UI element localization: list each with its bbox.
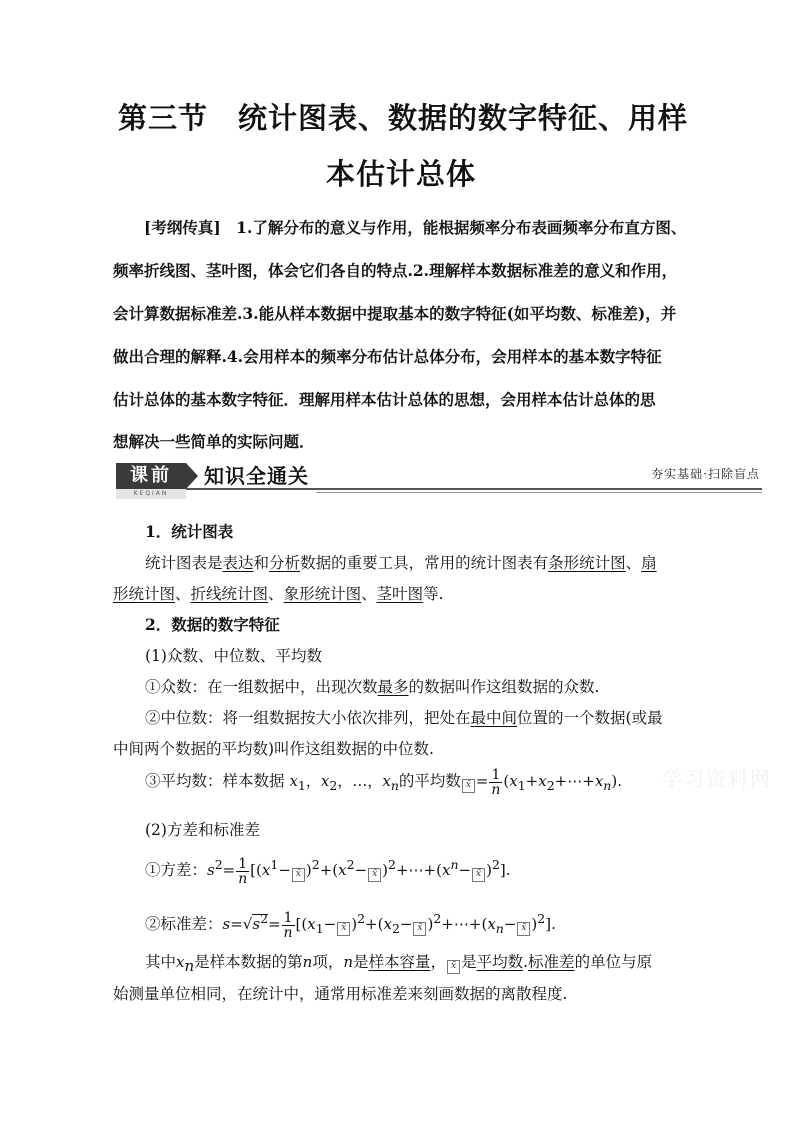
section-tag: 课前 xyxy=(116,463,186,489)
syllabus-line: 会计算数据标准差.3.能从样本数据中提取基本的数字特征(如平均数、标准差)，并 xyxy=(113,304,677,323)
text: 和 xyxy=(253,554,270,572)
text: ①众数：在一组数据中，出现次数 xyxy=(145,678,378,696)
xbar-symbol: x̄ xyxy=(292,868,305,882)
text: 、 xyxy=(625,554,642,572)
underlined-term: 样本容量 xyxy=(368,953,431,971)
syllabus-line: 频率折线图、茎叶图，体会它们各自的特点.2.理解样本数据标准差的意义和作用， xyxy=(113,261,678,280)
subheading-variance-std: (2)方差和标准差 xyxy=(145,821,260,839)
definition-median-line1 xyxy=(145,706,663,728)
text: 、 xyxy=(361,585,377,603)
section-heading: 知识全通关 xyxy=(204,464,309,488)
text: 的平均数 xyxy=(398,772,461,790)
definition-mean: ③平均数：样本数据 $x_1$，$x_2$，…，$x_n$的平均数 x̄ = $\frac{1}{n}$ $(x_1+x_2+\cdots+x_n)$. xyxy=(145,766,622,798)
section-slogan: 夯实基础·扫除盲点 xyxy=(651,467,760,481)
underlined-term: 折线统计图 xyxy=(190,585,269,603)
xbar-symbol: x̄ xyxy=(447,960,460,974)
xbar-symbol: x̄ xyxy=(337,922,350,936)
formula-variance-body: [($x^1-$ xyxy=(250,857,291,879)
fraction-one-over-n: $\frac{1}{n}$ xyxy=(283,909,293,941)
underlined-term: 表达 xyxy=(222,554,254,572)
text: 等. xyxy=(423,585,444,603)
paragraph-charts-line1 xyxy=(145,551,657,573)
formula-std-body: [($x_1-$ xyxy=(295,915,337,936)
text: ①方差： xyxy=(145,861,208,879)
section-divider xyxy=(186,488,762,490)
underlined-term: 茎叶图 xyxy=(376,585,424,603)
syllabus-line: 估计总体的基本数字特征．理解用样本估计总体的思想，会用样本估计总体的思 xyxy=(113,390,656,409)
text: 数据的重要工具，常用的统计图表有 xyxy=(300,554,549,572)
definition-mode xyxy=(145,675,599,697)
section-tag-pinyin: KEQIAN xyxy=(116,489,186,499)
text: 、 xyxy=(175,585,191,603)
xbar-symbol: x̄ xyxy=(413,922,426,936)
formula-sample: $x_1$，$x_2$，…，$x_n$ xyxy=(289,772,399,793)
underlined-term: 平均数 xyxy=(476,953,524,971)
xbar-symbol: x̄ xyxy=(472,868,485,882)
syllabus-line: [考纲传真] 1.了解分布的意义与作用，能根据频率分布表画频率分布直方图、 xyxy=(144,218,687,237)
text: 、 xyxy=(268,585,284,603)
heading-statistical-charts: 1．统计图表 xyxy=(145,522,234,541)
section-divider-thin xyxy=(316,492,762,493)
underlined-term: 象形统计图 xyxy=(283,585,362,603)
xbar-symbol: x̄ xyxy=(462,779,475,793)
heading-numeric-features: 2．数据的数字特征 xyxy=(145,615,280,634)
text: 位置的一个数据(或最 xyxy=(517,709,663,727)
formula-std: $s=√s^2=$ xyxy=(222,911,281,933)
section-banner xyxy=(116,463,762,499)
underlined-term: 最多 xyxy=(377,678,409,696)
syllabus-line: 做出合理的解释.4.会用样本的频率分布估计总体分布，会用样本的基本数字特征 xyxy=(113,347,662,366)
text: 的数据叫作这组数据的众数. xyxy=(408,678,600,696)
underlined-term: 形统计图 xyxy=(113,585,176,603)
underlined-term: 标准差 xyxy=(528,953,575,971)
underlined-term: 分析 xyxy=(269,554,301,572)
tag-arrow-icon xyxy=(186,463,198,489)
page-title-line2: 本估计总体 xyxy=(326,157,477,191)
definition-median-line2: 中间两个数据的平均数)叫作这组数据的中位数. xyxy=(113,740,434,758)
formula-sum: $(x_1+x_2+\cdots+x_n)$. xyxy=(503,772,622,793)
syllabus-line: 想解决一些简单的实际问题． xyxy=(113,432,315,451)
watermark: 学习资料网 xyxy=(662,767,772,791)
fraction-one-over-n: $\frac{1}{n}$ xyxy=(238,855,248,887)
text: 统计图表是 xyxy=(145,554,223,572)
paragraph-notes-line2: 始测量单位相同，在统计中，通常用标准差来刻画数据的离散程度. xyxy=(113,985,568,1003)
subheading-mode-median-mean: (1)众数、中位数、平均数 xyxy=(145,647,322,665)
text: ②中位数：将一组数据按大小依次排列，把处在 xyxy=(145,709,471,727)
definition-variance: ①方差：$s^2=$ $\frac{1}{n}$ [($x^1-$ x̄ )$^2+(x^2-$ x̄ )$^2+\cdots+(x^n-$ x̄ )$^2$]. xyxy=(145,855,511,887)
underlined-term: 扇 xyxy=(641,554,657,572)
paragraph-charts-line2 xyxy=(113,582,444,604)
underlined-term: 条形统计图 xyxy=(548,554,626,572)
definition-std: ②标准差：$s=√s^2=$ $\frac{1}{n}$ [($x_1-$ x̄ )$^2+(x_2-$ x̄ )$^2+\cdots+(x_n-$ x̄ )$^2$]. xyxy=(145,909,556,941)
fraction-one-over-n: $\frac{1}{n}$ xyxy=(491,766,501,798)
paragraph-notes-line1: 其中$x_n$是样本数据的第n项，n是样本容量， x̄ 是平均数.标准差的单位与原 xyxy=(145,953,653,976)
formula-variance: $s^2=$ xyxy=(207,857,236,879)
page-title: 第三节 统计图表、数据的数字特征、用样 xyxy=(118,101,689,135)
xbar-symbol: x̄ xyxy=(517,922,530,936)
text: ③平均数：样本数据 xyxy=(145,772,285,790)
text: ②标准差： xyxy=(145,915,223,933)
xbar-symbol: x̄ xyxy=(368,868,381,882)
underlined-term: 最中间 xyxy=(470,709,518,727)
